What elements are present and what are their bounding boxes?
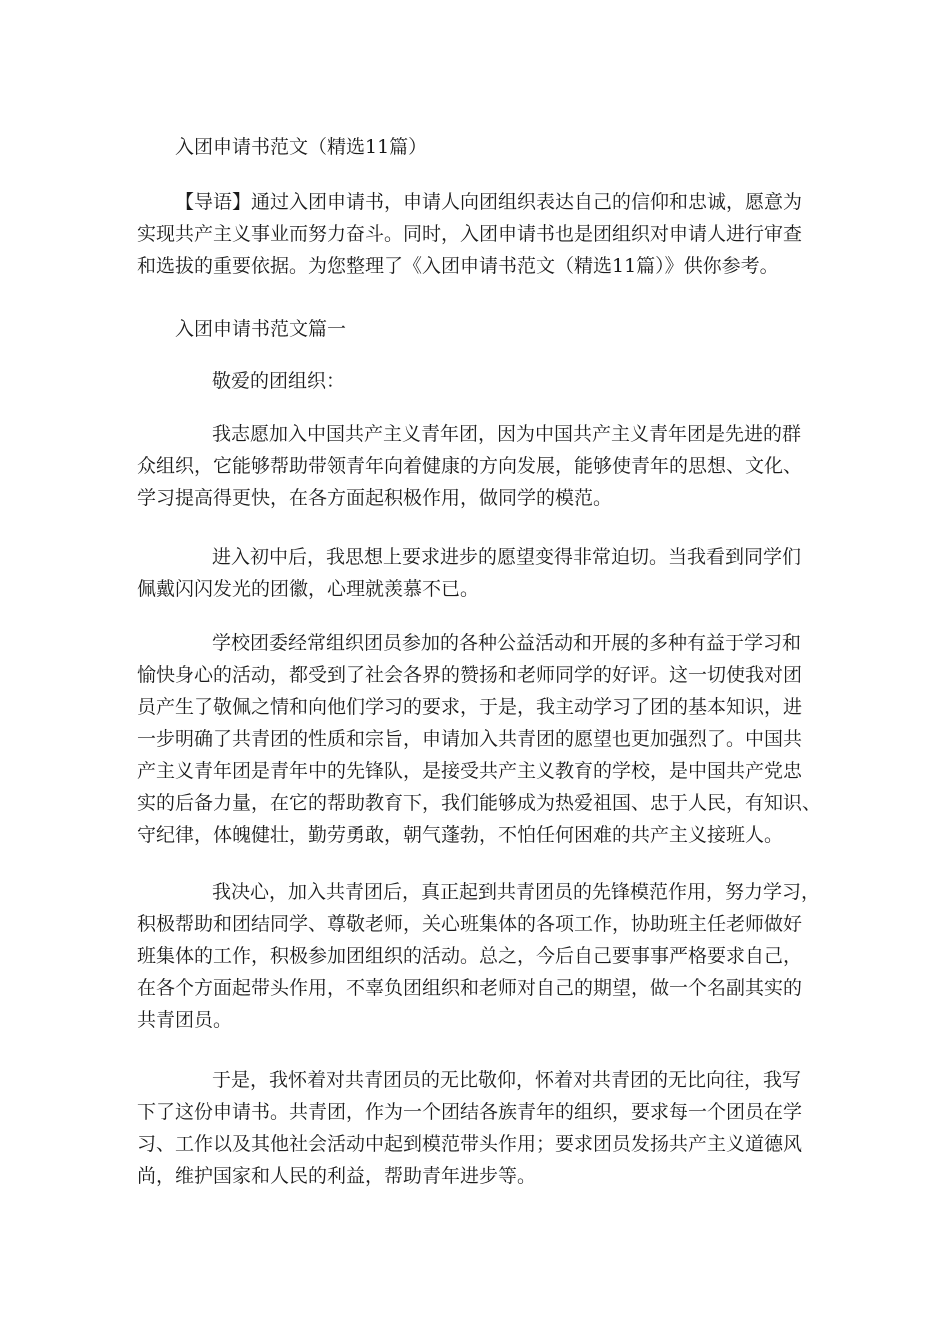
section-heading: 入团申请书范文篇一 — [175, 318, 347, 340]
paragraph-line: 员产生了敬佩之情和向他们学习的要求，于是，我主动学习了团的基本知识，进 — [137, 696, 803, 718]
paragraph-line: 积极帮助和团结同学、尊敬老师，关心班集体的各项工作，协助班主任老师做好 — [137, 913, 803, 935]
body-paragraph-2 — [137, 541, 801, 605]
intro-line: 【导语】通过入团申请书，申请人向团组织表达自己的信仰和忠诚，愿意为 — [175, 191, 803, 213]
paragraph-line: 学校团委经常组织团员参加的各种公益活动和开展的多种有益于学习和 — [212, 632, 802, 654]
paragraph-line: 产主义青年团是青年中的先锋队，是接受共产主义教育的学校，是中国共产党忠 — [137, 760, 803, 782]
intro-paragraph — [137, 186, 802, 282]
paragraph-line: 我决心，加入共青团后，真正起到共青团员的先锋模范作用，努力学习， — [212, 881, 821, 903]
paragraph-line: 进入初中后，我思想上要求进步的愿望变得非常迫切。当我看到同学们 — [212, 546, 802, 568]
intro-line: 实现共产主义事业而努力奋斗。同时，入团申请书也是团组织对申请人进行审查 — [137, 223, 803, 245]
paragraph-line: 学习提高得更快，在各方面起积极作用，做同学的模范。 — [137, 487, 613, 509]
paragraph-line: 守纪律，体魄健壮，勤劳勇敢，朝气蓬勃，不怕任何困难的共产主义接班人。 — [137, 824, 784, 846]
paragraph-line: 佩戴闪闪发光的团徽，心理就羡慕不已。 — [137, 578, 480, 600]
body-paragraph-4 — [137, 876, 820, 1036]
paragraph-line: 我志愿加入中国共产主义青年团，因为中国共产主义青年团是先进的群 — [212, 423, 802, 445]
body-paragraph-1 — [137, 418, 802, 514]
paragraph-line: 班集体的工作，积极参加团组织的活动。总之，今后自己要事事严格要求自己， — [137, 945, 803, 967]
paragraph-line: 共青团员。 — [137, 1009, 233, 1031]
body-paragraph-5 — [137, 1064, 802, 1192]
paragraph-line: 实的后备力量，在它的帮助教育下，我们能够成为热爱祖国、忠于人民，有知识、 — [137, 792, 822, 814]
paragraph-line: 众组织，它能够帮助带领青年向着健康的方向发展，能够使青年的思想、文化、 — [137, 455, 803, 477]
paragraph-line: 一步明确了共青团的性质和宗旨，申请加入共青团的愿望也更加强烈了。中国共 — [137, 728, 803, 750]
salutation: 敬爱的团组织： — [212, 370, 346, 392]
paragraph-line: 尚，维护国家和人民的利益，帮助青年进步等。 — [137, 1165, 537, 1187]
intro-line: 和选拔的重要依据。为您整理了《入团申请书范文（精选11篇）》供你参考。 — [137, 255, 779, 277]
paragraph-line: 下了这份申请书。共青团，作为一个团结各族青年的组织，要求每一个团员在学 — [137, 1101, 803, 1123]
document-title: 入团申请书范文（精选11篇） — [175, 136, 428, 158]
paragraph-line: 习、工作以及其他社会活动中起到模范带头作用；要求团员发扬共产主义道德风 — [137, 1133, 803, 1155]
body-paragraph-3 — [137, 627, 821, 851]
paragraph-line: 于是，我怀着对共青团员的无比敬仰，怀着对共青团的无比向往，我写 — [212, 1069, 802, 1091]
paragraph-line: 在各个方面起带头作用，不辜负团组织和老师对自己的期望，做一个名副其实的 — [137, 977, 803, 999]
paragraph-line: 愉快身心的活动，都受到了社会各界的赞扬和老师同学的好评。这一切使我对团 — [137, 664, 803, 686]
